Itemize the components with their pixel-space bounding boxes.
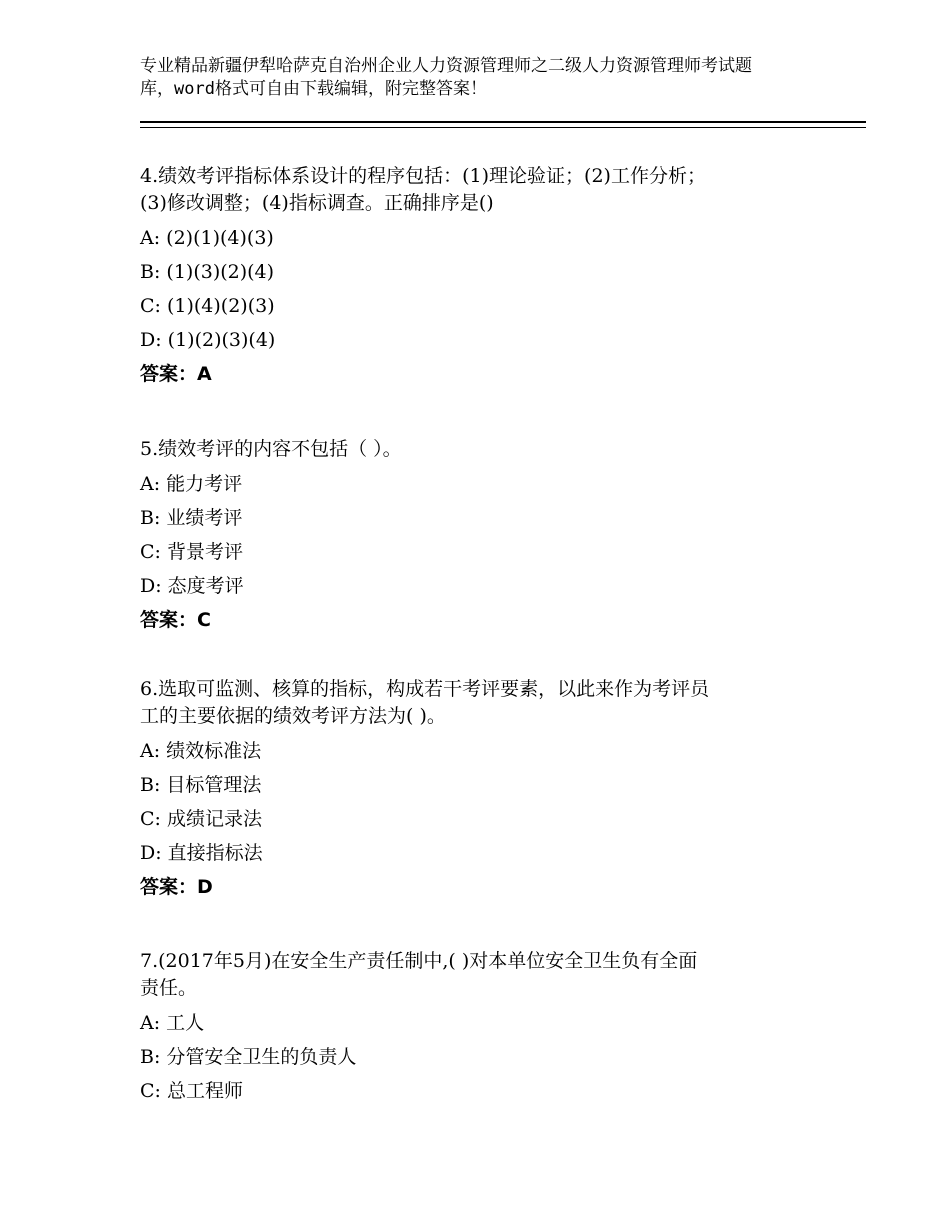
header-line-2: 库，word格式可自由下载编辑，附完整答案！ (140, 79, 487, 99)
option-b: B: 分管安全卫生的负责人 (140, 1046, 357, 1068)
option-b: B: 业绩考评 (140, 507, 243, 529)
option-a: A: 工人 (140, 1012, 205, 1034)
option-b: B: (1)(3)(2)(4) (140, 261, 275, 283)
option-a: A: 能力考评 (140, 473, 243, 495)
question-stem: (3)修改调整；(4)指标调查。正确排序是() (140, 192, 494, 214)
option-d: D: 直接指标法 (140, 842, 263, 864)
option-a: A: (2)(1)(4)(3) (140, 227, 274, 249)
question-stem: 7.(2017年5月)在安全生产责任制中,( )对本单位安全卫生负有全面 (140, 950, 698, 972)
option-a: A: 绩效标准法 (140, 740, 262, 762)
question-stem: 4.绩效考评指标体系设计的程序包括：(1)理论验证；(2)工作分析； (140, 165, 706, 187)
option-c: C: 成绩记录法 (140, 808, 262, 830)
answer: 答案：C (140, 609, 211, 631)
answer: 答案：A (140, 363, 212, 385)
option-c: C: 总工程师 (140, 1080, 243, 1102)
question-6 (140, 676, 810, 904)
document-header (140, 55, 860, 101)
header-divider (140, 121, 866, 128)
question-4 (140, 163, 810, 391)
question-stem: 责任。 (140, 977, 198, 999)
question-stem: 6.选取可监测、核算的指标，构成若干考评要素，以此来作为考评员 (140, 678, 710, 700)
question-5 (140, 436, 810, 637)
answer: 答案：D (140, 876, 213, 898)
question-stem: 5.绩效考评的内容不包括（ ）。 (140, 438, 402, 460)
option-d: D: (1)(2)(3)(4) (140, 329, 276, 351)
option-d: D: 态度考评 (140, 575, 244, 597)
option-b: B: 目标管理法 (140, 774, 262, 796)
header-line-1: 专业精品新疆伊犁哈萨克自治州企业人力资源管理师之二级人力资源管理师考试题 (140, 56, 752, 76)
question-7 (140, 948, 810, 1108)
question-stem: 工的主要依据的绩效考评方法为( )。 (140, 705, 446, 727)
option-c: C: (1)(4)(2)(3) (140, 295, 275, 317)
option-c: C: 背景考评 (140, 541, 243, 563)
